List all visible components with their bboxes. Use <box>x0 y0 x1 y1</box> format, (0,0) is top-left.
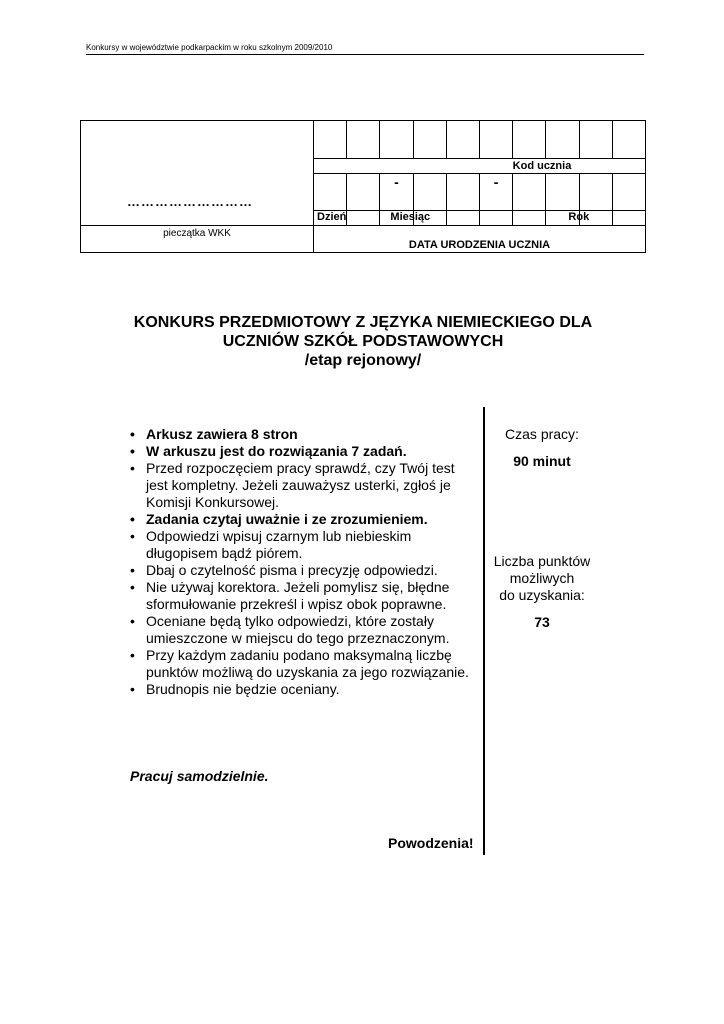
code-box[interactable] <box>580 121 613 158</box>
list-item: • Odpowiedzi wpisuj czarnym lub niebieskim długopisem bądź piórem. <box>128 528 474 562</box>
stamp-dots: ……………………… <box>127 194 253 209</box>
title-line-3: /etap rejonowy/ <box>304 352 422 369</box>
month-box[interactable] <box>447 174 480 210</box>
student-info-table <box>80 120 646 253</box>
day-box[interactable] <box>314 174 347 210</box>
code-box[interactable] <box>480 121 513 158</box>
day-box[interactable] <box>347 174 380 210</box>
document-title <box>80 313 646 370</box>
good-luck-note: Powodzenia! <box>388 835 474 851</box>
time-label: Czas pracy: <box>505 426 579 442</box>
stamp-label: pieczątka WKK <box>163 228 231 239</box>
date-separator: - <box>493 174 499 190</box>
list-item: • W arkuszu jest do rozwiązania 7 zadań. <box>128 443 474 460</box>
date-separator-box <box>480 174 513 210</box>
year-box[interactable] <box>513 174 546 210</box>
list-item: • Zadania czytaj uważnie i ze zrozumieniem. <box>128 511 474 528</box>
date-separator-box <box>380 174 413 210</box>
date-separator: - <box>394 174 399 190</box>
code-box[interactable] <box>546 121 579 158</box>
month-label: Miesiąc <box>390 211 431 223</box>
dob-label: DATA URODZENIA UCZNIA <box>408 239 551 251</box>
list-item: • Przy każdym zadaniu podano maksymalną liczbę punktów możliwą do uzyskania za jego rozwiązanie. <box>128 647 474 681</box>
stamp-label-cell <box>81 225 314 253</box>
title-line-1: KONKURS PRZEDMIOTOWY Z JĘZYKA NIEMIECKIEGO DLA <box>133 314 593 331</box>
code-label: Kod ucznia <box>512 160 572 172</box>
list-item: • Arkusz zawiera 8 stron <box>128 426 474 443</box>
points-label-3: do uzyskania: <box>499 587 585 603</box>
instructions-list <box>128 426 474 698</box>
list-item: • Przed rozpoczęciem pracy sprawdź, czy Twój test jest kompletny. Jeżeli zauważysz usterki, zgłoś je Komisji Konkursowej. <box>128 460 474 511</box>
points-label-2: możliwych <box>509 570 575 586</box>
year-box[interactable] <box>613 174 645 210</box>
title-line-2: UCZNIÓW SZKÓŁ PODSTAWOWYCH <box>222 333 504 350</box>
page-header: Konkursy w województwie podkarpackim w roku szkolnym 2009/2010 <box>86 43 644 55</box>
stamp-area <box>81 121 314 225</box>
year-box[interactable] <box>580 174 613 210</box>
year-label: Rok <box>568 211 590 223</box>
list-item: • Dbaj o czytelność pisma i precyzję odpowiedzi. <box>128 562 474 579</box>
code-box[interactable] <box>414 121 447 158</box>
code-box[interactable] <box>380 121 413 158</box>
code-box[interactable] <box>447 121 480 158</box>
vertical-divider <box>483 407 485 855</box>
year-box[interactable] <box>546 174 579 210</box>
code-box[interactable] <box>347 121 380 158</box>
list-item: • Brudnopis nie będzie oceniany. <box>128 681 474 698</box>
birth-date-boxes <box>314 174 645 210</box>
code-box[interactable] <box>314 121 347 158</box>
student-code-boxes <box>314 121 645 158</box>
month-box[interactable] <box>414 174 447 210</box>
code-box[interactable] <box>513 121 546 158</box>
list-item: • Nie używaj korektora. Jeżeli pomylisz się, błędne sformułowanie przekreśl i wpisz obok poprawne. <box>128 579 474 613</box>
points-label-1: Liczba punktów <box>493 553 591 569</box>
list-item: • Oceniane będą tylko odpowiedzi, które zostały umieszczone w miejscu do tego przeznaczonym. <box>128 613 474 647</box>
dob-cell <box>314 225 645 253</box>
code-box[interactable] <box>613 121 645 158</box>
time-value: 90 minut <box>513 453 571 469</box>
points-value: 73 <box>534 614 550 630</box>
code-label-row <box>314 158 645 174</box>
birth-date-labels <box>314 210 645 225</box>
work-alone-note: Pracuj samodzielnie. <box>130 768 269 784</box>
day-label: Dzień <box>317 211 347 223</box>
